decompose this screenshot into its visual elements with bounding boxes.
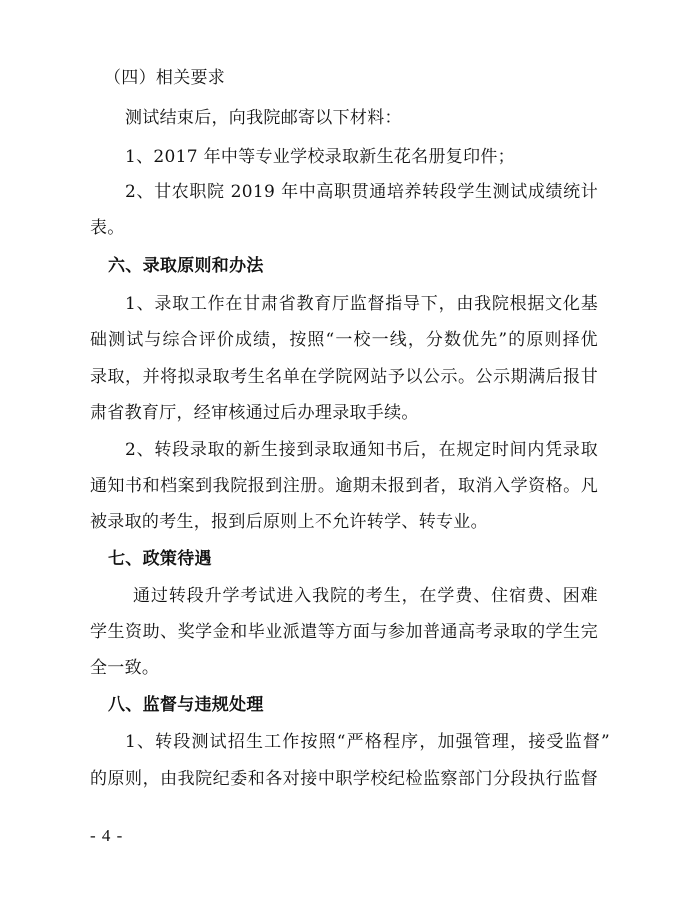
- admission-line: 1、录取工作在甘肃省教育厅监督指导下，由我院根据文化基: [125, 294, 598, 314]
- admission-line: 通知书和档案到我院报到注册。逾期未报到者，取消入学资格。凡: [90, 476, 598, 496]
- requirements-line-item-2-cont: 表。: [90, 218, 125, 238]
- policy-line: 学生资助、奖学金和毕业派遣等方面与参加普通高考录取的学生完: [90, 622, 598, 642]
- supervision-line: 的原则，由我院纪委和各对接中职学校纪检监察部门分段执行监督: [90, 769, 598, 789]
- admission-line: 被录取的考生，报到后原则上不允许转学、转专业。: [90, 512, 488, 532]
- admission-line: 础测试与综合评价成绩，按照“一校一线，分数优先”的原则择优: [90, 330, 598, 350]
- requirements-line-item-2: 2、甘农职院 2019 年中高职贯通培养转段学生测试成绩统计: [125, 182, 598, 202]
- policy-line: 全一致。: [90, 658, 160, 678]
- supervision-line: 1、转段测试招生工作按照“严格程序，加强管理，接受监督”: [125, 732, 610, 752]
- subsection-heading-requirements: （四）相关要求: [104, 68, 226, 88]
- admission-line: 2、转段录取的新生接到录取通知书后，在规定时间内凭录取: [125, 440, 598, 460]
- policy-line: 通过转段升学考试进入我院的考生，在学费、住宿费、困难: [133, 586, 598, 606]
- section-heading-supervision: 八、监督与违规处理: [108, 695, 264, 715]
- admission-line: 录取，并将拟录取考生名单在学院网站予以公示。公示期满后报甘: [90, 367, 598, 387]
- section-heading-policy: 七、政策待遇: [108, 549, 212, 569]
- page-number: - 4 -: [90, 826, 124, 845]
- admission-line: 肃省教育厅，经审核通过后办理录取手续。: [90, 403, 419, 423]
- section-heading-admission: 六、录取原则和办法: [108, 256, 264, 276]
- requirements-line-item-1: 1、2017 年中等专业学校录取新生花名册复印件；: [125, 147, 515, 167]
- requirements-line-intro: 测试结束后，向我院邮寄以下材料：: [125, 108, 402, 128]
